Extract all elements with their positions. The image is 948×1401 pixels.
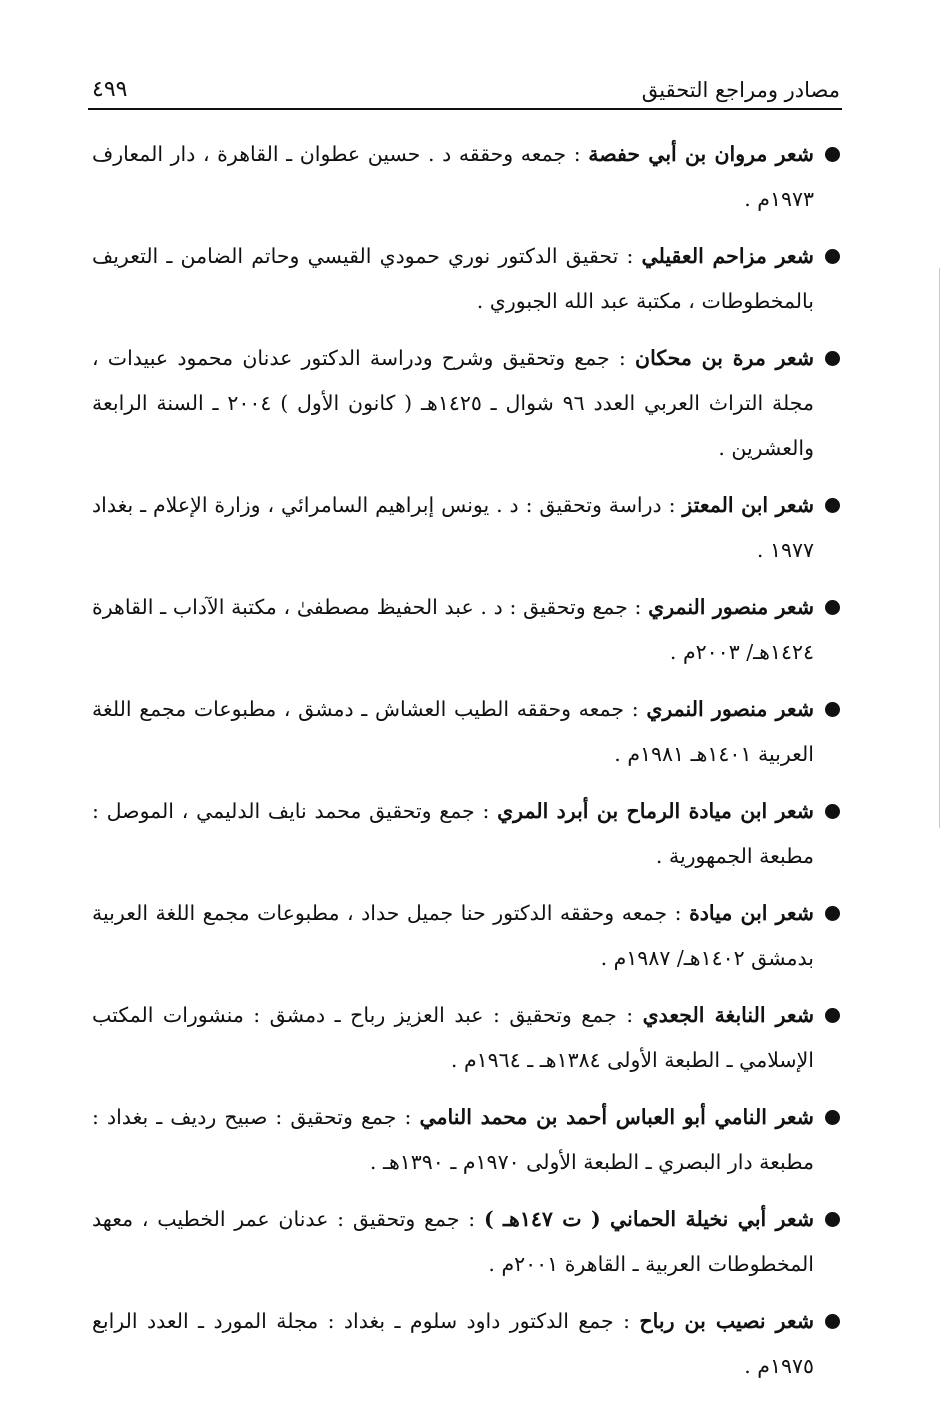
bibliography-entry: شعر النابغة الجعدي : جمع وتحقيق : عبد العزيز رباح ـ دمشق : منشورات المكتب الإسلامي ـ الطبعة الأولى ١٣٨٤هـ ـ ١٩٦٤م . — [92, 993, 840, 1083]
entry-text: دراسة وتحقيق : د . يونس إبراهيم السامرائي ، وزارة الإعلام ـ بغداد ١٩٧٧ . — [92, 493, 814, 562]
entry-title: شعر مروان بن أبي حفصة — [588, 142, 814, 166]
bullet-icon — [825, 1212, 840, 1227]
entry-text: جمعه وحققه الدكتور حنا جميل حداد ، مطبوعات مجمع اللغة العربية بدمشق ١٤٠٢هـ/ ١٩٨٧م . — [92, 901, 814, 970]
page-edge-shadow — [939, 268, 940, 828]
entry-title: شعر النامي أبو العباس أحمد بن محمد النامي — [419, 1105, 814, 1129]
entry-text: جمع وتحقيق محمد نايف الدليمي ، الموصل : مطبعة الجمهورية . — [92, 799, 814, 868]
bibliography-entry: شعر مروان بن أبي حفصة : جمعه وحققه د . حسين عطوان ـ القاهرة ، دار المعارف ١٩٧٣م . — [92, 132, 840, 222]
bullet-icon — [825, 1110, 840, 1125]
entry-title: شعر ابن المعتز — [682, 493, 814, 517]
entry-text: تحقيق الدكتور نوري حمودي القيسي وحاتم الضامن ـ التعريف بالمخطوطات ، مكتبة عبد الله الجبوري . — [92, 244, 814, 313]
entry-title: شعر أبي نخيلة الحماني ( ت ١٤٧هـ ) — [483, 1207, 814, 1231]
bullet-icon — [825, 804, 840, 819]
page-number: ٤٩٩ — [92, 77, 128, 102]
bibliography-entry: شعر منصور النمري : جمعه وحققه الطيب العشاش ـ دمشق ، مطبوعات مجمع اللغة العربية ١٤٠١هـ ١٩٨١م . — [92, 687, 840, 777]
entry-text: جمع وتحقيق : عدنان عمر الخطيب ، معهد المخطوطات العربية ـ القاهرة ٢٠٠١م . — [92, 1207, 814, 1276]
bibliography-entry: شعر ابن ميادة : جمعه وحققه الدكتور حنا جميل حداد ، مطبوعات مجمع اللغة العربية بدمشق ١٤٠٢هـ/ ١٩٨٧م . — [92, 891, 840, 981]
entry-title: شعر مرة بن محكان — [635, 346, 814, 370]
entry-title: شعر النابغة الجعدي — [642, 1003, 814, 1027]
bibliography-entry: شعر نصيب بن رباح : جمع الدكتور داود سلوم ـ بغداد : مجلة المورد ـ العدد الرابع ١٩٧٥م . — [92, 1299, 840, 1389]
bullet-icon — [825, 600, 840, 615]
entry-text: جمع وتحقيق : د . عبد الحفيظ مصطفىٰ ، مكتبة الآداب ـ القاهرة ١٤٢٤هـ/ ٢٠٠٣م . — [92, 595, 814, 664]
entry-text: جمع وتحقيق وشرح ودراسة الدكتور عدنان محمود عبيدات ، مجلة التراث العربي العدد ٩٦ شوال ـ ١٤٢٥هـ ( كانون الأول ) ٢٠٠٤ ـ السنة الرابعة والعشرين . — [92, 346, 814, 460]
bibliography-entry: شعر أبي نخيلة الحماني ( ت ١٤٧هـ ) : جمع وتحقيق : عدنان عمر الخطيب ، معهد المخطوطات العربية ـ القاهرة ٢٠٠١م . — [92, 1197, 840, 1287]
bullet-icon — [825, 351, 840, 366]
bullet-icon — [825, 147, 840, 162]
entry-text: جمعه وحققه الطيب العشاش ـ دمشق ، مطبوعات مجمع اللغة العربية ١٤٠١هـ ١٩٨١م . — [92, 697, 814, 766]
entry-title: شعر نصيب بن رباح — [639, 1309, 814, 1333]
page-header — [92, 62, 840, 102]
header-rule — [88, 108, 842, 110]
entry-title: شعر ابن ميادة — [689, 901, 814, 925]
entry-title: شعر مزاحم العقيلي — [641, 244, 814, 268]
bibliography-entry: شعر ابن ميادة الرماح بن أبرد المري : جمع وتحقيق محمد نايف الدليمي ، الموصل : مطبعة الجمهورية . — [92, 789, 840, 879]
bibliography-entry: شعر منصور النمري : جمع وتحقيق : د . عبد الحفيظ مصطفىٰ ، مكتبة الآداب ـ القاهرة ١٤٢٤هـ/ ٢٠٠٣م . — [92, 585, 840, 675]
bullet-icon — [825, 702, 840, 717]
bibliography-entry: شعر مرة بن محكان : جمع وتحقيق وشرح ودراسة الدكتور عدنان محمود عبيدات ، مجلة التراث العربي العدد ٩٦ شوال ـ ١٤٢٥هـ ( كانون الأول ) ٢٠٠٤ ـ السنة الرابعة والعشرين . — [92, 336, 840, 471]
entry-text: جمع الدكتور داود سلوم ـ بغداد : مجلة المورد ـ العدد الرابع ١٩٧٥م . — [92, 1309, 814, 1378]
bibliography-list — [92, 132, 840, 1401]
entry-title: شعر منصور النمري — [646, 697, 815, 721]
bullet-icon — [825, 249, 840, 264]
bibliography-entry: شعر النامي أبو العباس أحمد بن محمد النامي : جمع وتحقيق : صبيح رديف ـ بغداد : مطبعة دار البصري ـ الطبعة الأولى ١٩٧٠م ـ ١٣٩٠هـ . — [92, 1095, 840, 1185]
bullet-icon — [825, 1314, 840, 1329]
running-title: مصادر ومراجع التحقيق — [641, 78, 840, 102]
bibliography-entry: شعر ابن المعتز : دراسة وتحقيق : د . يونس إبراهيم السامرائي ، وزارة الإعلام ـ بغداد ١٩٧٧ . — [92, 483, 840, 573]
bullet-icon — [825, 906, 840, 921]
bibliography-entry: شعر مزاحم العقيلي : تحقيق الدكتور نوري حمودي القيسي وحاتم الضامن ـ التعريف بالمخطوطات ، مكتبة عبد الله الجبوري . — [92, 234, 840, 324]
entry-title: شعر ابن ميادة الرماح بن أبرد المري — [497, 799, 814, 823]
entry-text: جمع وتحقيق : عبد العزيز رباح ـ دمشق : منشورات المكتب الإسلامي ـ الطبعة الأولى ١٣٨٤هـ ـ ١٩٦٤م . — [92, 1003, 814, 1072]
entry-text: جمع وتحقيق : صبيح رديف ـ بغداد : مطبعة دار البصري ـ الطبعة الأولى ١٩٧٠م ـ ١٣٩٠هـ . — [92, 1105, 814, 1174]
entry-title: شعر منصور النمري — [648, 595, 814, 619]
bullet-icon — [825, 498, 840, 513]
bullet-icon — [825, 1008, 840, 1023]
entry-text: جمعه وحققه د . حسين عطوان ـ القاهرة ، دار المعارف ١٩٧٣م . — [92, 142, 814, 211]
